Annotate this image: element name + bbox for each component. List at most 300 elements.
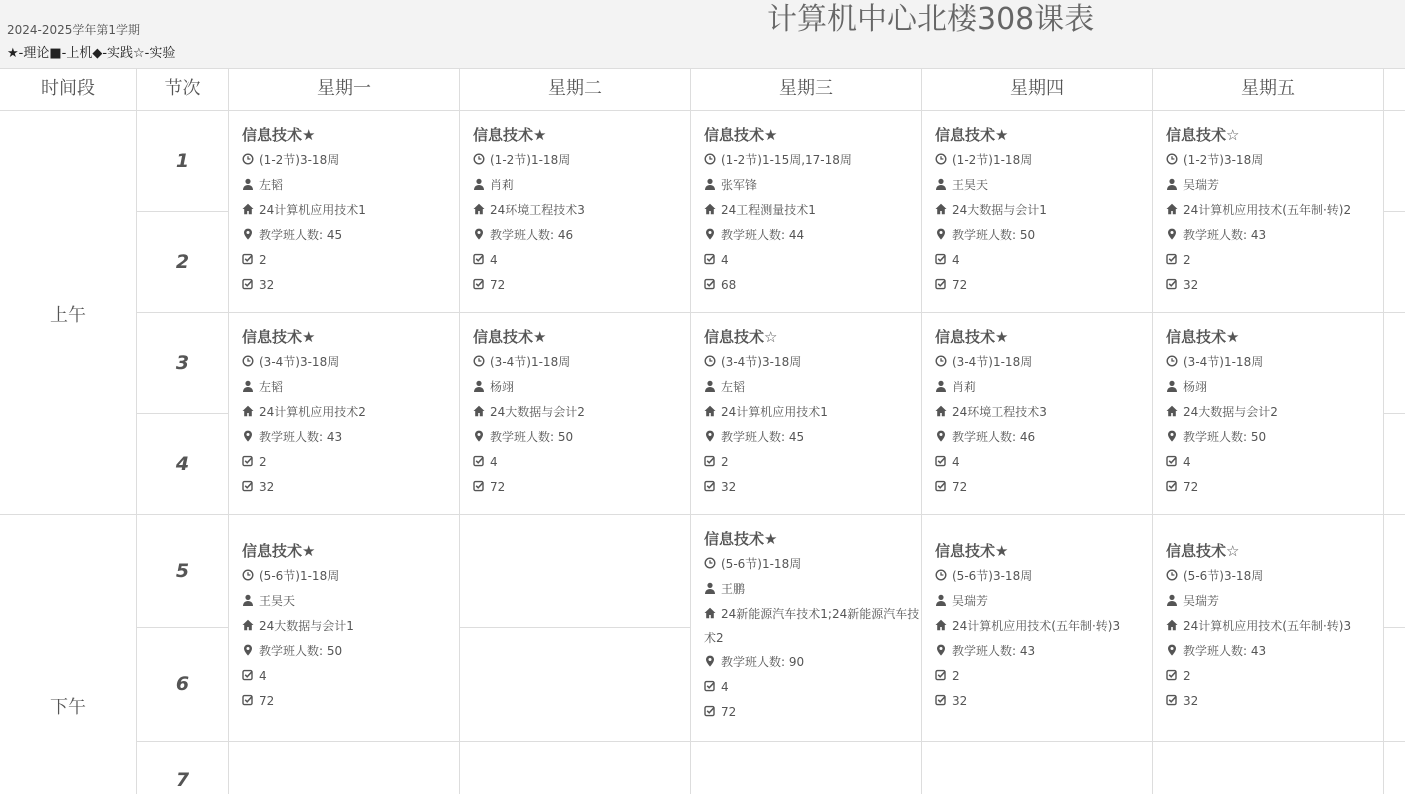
- course-time-text: (3-4节)1-18周: [952, 355, 1033, 369]
- checkbox-icon: [473, 455, 485, 467]
- user-icon: [935, 178, 947, 190]
- course-value-1-text: 4: [952, 253, 960, 267]
- user-icon: [473, 178, 485, 190]
- course-card[interactable]: [242, 539, 462, 714]
- course-size-text: 教学班人数: 45: [721, 430, 805, 444]
- home-icon: [242, 405, 254, 417]
- course-teacher-text: 左韬: [259, 178, 284, 192]
- clock-icon: [704, 153, 716, 165]
- course-teacher-text: 王昊天: [259, 594, 296, 608]
- course-card[interactable]: [704, 527, 924, 725]
- course-teacher: [935, 173, 1155, 198]
- course-name: 信息技术★: [242, 126, 316, 144]
- course-size-text: 教学班人数: 50: [952, 228, 1036, 242]
- course-size: [704, 425, 924, 450]
- home-icon: [473, 405, 485, 417]
- checkbox-icon: [704, 253, 716, 265]
- course-size: [935, 639, 1155, 664]
- course-time-text: (5-6节)1-18周: [721, 557, 802, 571]
- course-value-1: [704, 450, 924, 475]
- checkbox-icon: [1166, 278, 1178, 290]
- course-value-1-text: 4: [490, 455, 498, 469]
- course-class: [935, 198, 1155, 223]
- clock-icon: [1166, 569, 1178, 581]
- clock-icon: [242, 569, 254, 581]
- course-card[interactable]: [1166, 325, 1386, 500]
- course-size-text: 教学班人数: 46: [952, 430, 1036, 444]
- user-icon: [704, 178, 716, 190]
- course-value-2: [473, 273, 693, 298]
- course-value-1-text: 2: [1183, 253, 1191, 267]
- course-value-2-text: 72: [1183, 480, 1199, 494]
- checkbox-icon: [935, 480, 947, 492]
- user-icon: [242, 178, 254, 190]
- course-class: [1166, 198, 1386, 223]
- course-name: 信息技术☆: [1166, 126, 1240, 144]
- home-icon: [704, 607, 716, 619]
- course-name: 信息技术★: [704, 530, 778, 548]
- course-class-text: 24计算机应用技术(五年制·转)3: [952, 619, 1121, 633]
- location-pin-icon: [935, 430, 947, 442]
- user-icon: [1166, 178, 1178, 190]
- course-size: [1166, 223, 1386, 248]
- course-value-1: [1166, 664, 1386, 689]
- location-pin-icon: [704, 655, 716, 667]
- course-name: 信息技术★: [242, 328, 316, 346]
- course-teacher: [473, 375, 693, 400]
- home-icon: [935, 203, 947, 215]
- course-teacher-text: 杨翊: [490, 380, 515, 394]
- course-value-1: [473, 248, 693, 273]
- user-icon: [1166, 594, 1178, 606]
- location-pin-icon: [242, 430, 254, 442]
- course-class-text: 24计算机应用技术2: [259, 405, 366, 419]
- location-pin-icon: [1166, 644, 1178, 656]
- course-value-2: [935, 475, 1155, 500]
- course-class: [935, 614, 1155, 639]
- user-icon: [935, 380, 947, 392]
- course-time-text: (3-4节)3-18周: [259, 355, 340, 369]
- course-name: 信息技术★: [935, 126, 1009, 144]
- checkbox-icon: [704, 705, 716, 717]
- home-icon: [704, 405, 716, 417]
- course-class: [242, 400, 462, 425]
- slot-number: 1: [175, 150, 190, 172]
- course-time-text: (1-2节)3-18周: [259, 153, 340, 167]
- checkbox-icon: [704, 480, 716, 492]
- course-name: 信息技术★: [704, 126, 778, 144]
- checkbox-icon: [704, 455, 716, 467]
- course-teacher: [1166, 589, 1386, 614]
- course-class-text: 24大数据与会计1: [952, 203, 1047, 217]
- course-value-1-text: 2: [721, 455, 729, 469]
- course-value-1-text: 2: [952, 669, 960, 683]
- course-value-2-text: 32: [721, 480, 737, 494]
- course-card[interactable]: [935, 539, 1155, 714]
- course-time-text: (5-6节)3-18周: [1183, 569, 1264, 583]
- page-header: [0, 0, 1405, 68]
- checkbox-icon: [1166, 480, 1178, 492]
- clock-icon: [242, 355, 254, 367]
- home-icon: [1166, 203, 1178, 215]
- course-value-1-text: 4: [259, 669, 267, 683]
- course-value-2: [242, 689, 462, 714]
- course-class: [1166, 400, 1386, 425]
- home-icon: [704, 203, 716, 215]
- course-teacher: [704, 375, 924, 400]
- location-pin-icon: [1166, 228, 1178, 240]
- course-time: [1166, 148, 1386, 173]
- page-title: 计算机中心北楼308课表: [767, 2, 1095, 37]
- course-teacher-text: 左韬: [259, 380, 284, 394]
- course-name: 信息技术★: [935, 328, 1009, 346]
- course-value-1-text: 4: [721, 253, 729, 267]
- course-value-1: [242, 248, 462, 273]
- clock-icon: [242, 153, 254, 165]
- course-time-text: (1-2节)1-18周: [952, 153, 1033, 167]
- course-value-1: [704, 675, 924, 700]
- checkbox-icon: [242, 253, 254, 265]
- course-time-text: (3-4节)1-18周: [1183, 355, 1264, 369]
- clock-icon: [1166, 355, 1178, 367]
- course-class-text: 24环境工程技术3: [490, 203, 585, 217]
- user-icon: [704, 582, 716, 594]
- user-icon: [242, 380, 254, 392]
- clock-icon: [473, 355, 485, 367]
- course-teacher: [242, 375, 462, 400]
- course-time: [704, 148, 924, 173]
- location-pin-icon: [242, 228, 254, 240]
- location-pin-icon: [704, 228, 716, 240]
- course-class-text: 24计算机应用技术1: [721, 405, 828, 419]
- column-header-time-period: 时间段: [41, 78, 95, 99]
- course-time: [242, 148, 462, 173]
- course-name: 信息技术☆: [1166, 542, 1240, 560]
- course-teacher: [242, 589, 462, 614]
- course-time: [1166, 350, 1386, 375]
- checkbox-icon: [1166, 694, 1178, 706]
- home-icon: [935, 619, 947, 631]
- course-value-2-text: 72: [490, 480, 506, 494]
- home-icon: [1166, 619, 1178, 631]
- course-class-text: 24环境工程技术3: [952, 405, 1047, 419]
- course-time: [242, 564, 462, 589]
- course-teacher: [242, 173, 462, 198]
- checkbox-icon: [473, 480, 485, 492]
- course-card[interactable]: [935, 325, 1155, 500]
- course-size-text: 教学班人数: 46: [490, 228, 574, 242]
- course-type-legend: ★-理论■-上机◆-实践☆-实验: [7, 46, 176, 61]
- course-value-2: [473, 475, 693, 500]
- course-size: [935, 223, 1155, 248]
- course-card[interactable]: [1166, 539, 1386, 714]
- course-value-1: [473, 450, 693, 475]
- course-time-text: (5-6节)1-18周: [259, 569, 340, 583]
- slot-number: 5: [175, 560, 190, 582]
- column-header-thursday: 星期四: [1010, 78, 1064, 99]
- course-time: [473, 148, 693, 173]
- course-teacher-text: 杨翊: [1183, 380, 1208, 394]
- course-teacher: [1166, 173, 1386, 198]
- course-class: [242, 198, 462, 223]
- course-value-1-text: 2: [259, 455, 267, 469]
- course-class-text: 24大数据与会计2: [490, 405, 585, 419]
- slot-number: 7: [175, 769, 190, 791]
- checkbox-icon: [935, 278, 947, 290]
- course-value-2: [704, 475, 924, 500]
- course-card[interactable]: [704, 325, 924, 500]
- location-pin-icon: [935, 644, 947, 656]
- course-teacher-text: 肖莉: [490, 178, 515, 192]
- user-icon: [704, 380, 716, 392]
- checkbox-icon: [935, 455, 947, 467]
- checkbox-icon: [704, 680, 716, 692]
- course-value-2-text: 72: [952, 278, 968, 292]
- clock-icon: [704, 557, 716, 569]
- course-value-1: [1166, 248, 1386, 273]
- course-card[interactable]: [935, 123, 1155, 298]
- course-value-2-text: 72: [952, 480, 968, 494]
- checkbox-icon: [473, 278, 485, 290]
- course-size: [704, 223, 924, 248]
- course-size: [242, 425, 462, 450]
- slot-number: 6: [175, 673, 190, 695]
- course-value-1-text: 2: [259, 253, 267, 267]
- home-icon: [242, 619, 254, 631]
- course-card[interactable]: [704, 123, 924, 298]
- course-time: [704, 350, 924, 375]
- course-class: [704, 602, 924, 650]
- course-class-text: 24大数据与会计1: [259, 619, 354, 633]
- course-value-2-text: 32: [259, 278, 275, 292]
- course-name: 信息技术★: [1166, 328, 1240, 346]
- course-size: [935, 425, 1155, 450]
- course-teacher-text: 左韬: [721, 380, 746, 394]
- course-value-1: [1166, 450, 1386, 475]
- course-value-2: [1166, 689, 1386, 714]
- course-teacher-text: 吴瑞芳: [952, 594, 989, 608]
- clock-icon: [704, 355, 716, 367]
- course-time: [473, 350, 693, 375]
- checkbox-icon: [473, 253, 485, 265]
- course-name: 信息技术★: [242, 542, 316, 560]
- checkbox-icon: [1166, 455, 1178, 467]
- course-value-1-text: 4: [1183, 455, 1191, 469]
- course-time-text: (3-4节)3-18周: [721, 355, 802, 369]
- clock-icon: [935, 355, 947, 367]
- clock-icon: [935, 153, 947, 165]
- course-size-text: 教学班人数: 43: [259, 430, 343, 444]
- user-icon: [935, 594, 947, 606]
- course-class-text: 24大数据与会计2: [1183, 405, 1278, 419]
- course-teacher-text: 肖莉: [952, 380, 977, 394]
- term-label: 2024-2025学年第1学期: [7, 23, 141, 37]
- course-size-text: 教学班人数: 50: [490, 430, 574, 444]
- course-value-2-text: 72: [259, 694, 275, 708]
- user-icon: [242, 594, 254, 606]
- checkbox-icon: [242, 455, 254, 467]
- course-class-text: 24工程测量技术1: [721, 203, 816, 217]
- course-teacher-text: 吴瑞芳: [1183, 594, 1220, 608]
- course-teacher-text: 王昊天: [952, 178, 989, 192]
- course-size-text: 教学班人数: 50: [259, 644, 343, 658]
- course-time-text: (1-2节)3-18周: [1183, 153, 1264, 167]
- course-teacher: [935, 375, 1155, 400]
- course-time: [242, 350, 462, 375]
- course-class-text: 24计算机应用技术(五年制·转)2: [1183, 203, 1352, 217]
- course-value-1: [935, 248, 1155, 273]
- checkbox-icon: [1166, 253, 1178, 265]
- slot-number: 2: [175, 251, 190, 273]
- location-pin-icon: [473, 430, 485, 442]
- course-teacher: [704, 577, 924, 602]
- course-time: [935, 564, 1155, 589]
- course-card[interactable]: [242, 123, 462, 298]
- course-size-text: 教学班人数: 50: [1183, 430, 1267, 444]
- home-icon: [242, 203, 254, 215]
- location-pin-icon: [704, 430, 716, 442]
- course-value-2: [1166, 475, 1386, 500]
- course-time-text: (5-6节)3-18周: [952, 569, 1033, 583]
- user-icon: [1166, 380, 1178, 392]
- clock-icon: [1166, 153, 1178, 165]
- course-value-1-text: 2: [1183, 669, 1191, 683]
- course-time-text: (1-2节)1-15周,17-18周: [721, 153, 852, 167]
- course-class-text: 24新能源汽车技术1;24新能源汽车技术2: [704, 607, 920, 645]
- course-value-2-text: 32: [1183, 694, 1199, 708]
- course-value-2-text: 32: [1183, 278, 1199, 292]
- column-header-friday: 星期五: [1241, 78, 1295, 99]
- checkbox-icon: [242, 278, 254, 290]
- course-class: [473, 400, 693, 425]
- course-value-2: [935, 689, 1155, 714]
- course-teacher: [473, 173, 693, 198]
- course-size: [1166, 425, 1386, 450]
- course-card[interactable]: [473, 325, 693, 500]
- course-name: 信息技术★: [935, 542, 1009, 560]
- course-value-2: [704, 273, 924, 298]
- checkbox-icon: [242, 694, 254, 706]
- column-header-slot: 节次: [164, 78, 201, 99]
- location-pin-icon: [242, 644, 254, 656]
- checkbox-icon: [704, 278, 716, 290]
- course-size: [704, 650, 924, 675]
- course-time: [935, 350, 1155, 375]
- course-card[interactable]: [473, 123, 693, 298]
- period-morning: 上午: [50, 305, 86, 326]
- course-class: [704, 198, 924, 223]
- slot-number: 3: [175, 352, 190, 374]
- course-class: [704, 400, 924, 425]
- course-value-2: [1166, 273, 1386, 298]
- checkbox-icon: [1166, 669, 1178, 681]
- checkbox-icon: [935, 253, 947, 265]
- course-class: [242, 614, 462, 639]
- course-size: [473, 223, 693, 248]
- course-value-1: [935, 664, 1155, 689]
- course-teacher-text: 王鹏: [721, 582, 746, 596]
- course-value-1: [935, 450, 1155, 475]
- course-value-1-text: 4: [721, 680, 729, 694]
- course-teacher-text: 张军锋: [721, 178, 758, 192]
- course-value-2-text: 32: [259, 480, 275, 494]
- course-name: 信息技术★: [473, 328, 547, 346]
- course-name: 信息技术☆: [704, 328, 778, 346]
- course-time: [1166, 564, 1386, 589]
- course-teacher: [935, 589, 1155, 614]
- course-class: [1166, 614, 1386, 639]
- checkbox-icon: [935, 669, 947, 681]
- course-card[interactable]: [242, 325, 462, 500]
- course-class: [473, 198, 693, 223]
- home-icon: [1166, 405, 1178, 417]
- course-value-2-text: 68: [721, 278, 737, 292]
- course-value-1: [242, 450, 462, 475]
- checkbox-icon: [935, 694, 947, 706]
- course-value-2-text: 72: [721, 705, 737, 719]
- column-header-monday: 星期一: [317, 78, 371, 99]
- course-teacher: [704, 173, 924, 198]
- column-header-wednesday: 星期三: [779, 78, 833, 99]
- course-teacher: [1166, 375, 1386, 400]
- course-value-2-text: 72: [490, 278, 506, 292]
- location-pin-icon: [1166, 430, 1178, 442]
- course-value-2: [704, 700, 924, 725]
- course-teacher-text: 吴瑞芳: [1183, 178, 1220, 192]
- course-size-text: 教学班人数: 43: [952, 644, 1036, 658]
- course-value-1-text: 4: [952, 455, 960, 469]
- clock-icon: [935, 569, 947, 581]
- location-pin-icon: [935, 228, 947, 240]
- course-class: [935, 400, 1155, 425]
- period-afternoon: 下午: [50, 697, 86, 718]
- course-name: 信息技术★: [473, 126, 547, 144]
- course-value-1-text: 4: [490, 253, 498, 267]
- course-value-2-text: 32: [952, 694, 968, 708]
- checkbox-icon: [242, 669, 254, 681]
- course-size-text: 教学班人数: 90: [721, 655, 805, 669]
- user-icon: [473, 380, 485, 392]
- slot-number: 4: [175, 453, 190, 475]
- course-size-text: 教学班人数: 43: [1183, 228, 1267, 242]
- location-pin-icon: [473, 228, 485, 240]
- course-time-text: (3-4节)1-18周: [490, 355, 571, 369]
- course-card[interactable]: [1166, 123, 1386, 298]
- course-size: [473, 425, 693, 450]
- course-value-2: [935, 273, 1155, 298]
- column-header-tuesday: 星期二: [548, 78, 602, 99]
- clock-icon: [473, 153, 485, 165]
- course-value-1: [704, 248, 924, 273]
- course-value-2: [242, 475, 462, 500]
- home-icon: [473, 203, 485, 215]
- course-size: [242, 223, 462, 248]
- course-time-text: (1-2节)1-18周: [490, 153, 571, 167]
- course-size-text: 教学班人数: 44: [721, 228, 805, 242]
- course-size: [1166, 639, 1386, 664]
- course-value-1: [242, 664, 462, 689]
- course-class-text: 24计算机应用技术(五年制·转)3: [1183, 619, 1352, 633]
- course-value-2: [242, 273, 462, 298]
- home-icon: [935, 405, 947, 417]
- course-size-text: 教学班人数: 43: [1183, 644, 1267, 658]
- course-time: [704, 552, 924, 577]
- checkbox-icon: [242, 480, 254, 492]
- course-class-text: 24计算机应用技术1: [259, 203, 366, 217]
- course-size: [242, 639, 462, 664]
- course-time: [935, 148, 1155, 173]
- course-size-text: 教学班人数: 45: [259, 228, 343, 242]
